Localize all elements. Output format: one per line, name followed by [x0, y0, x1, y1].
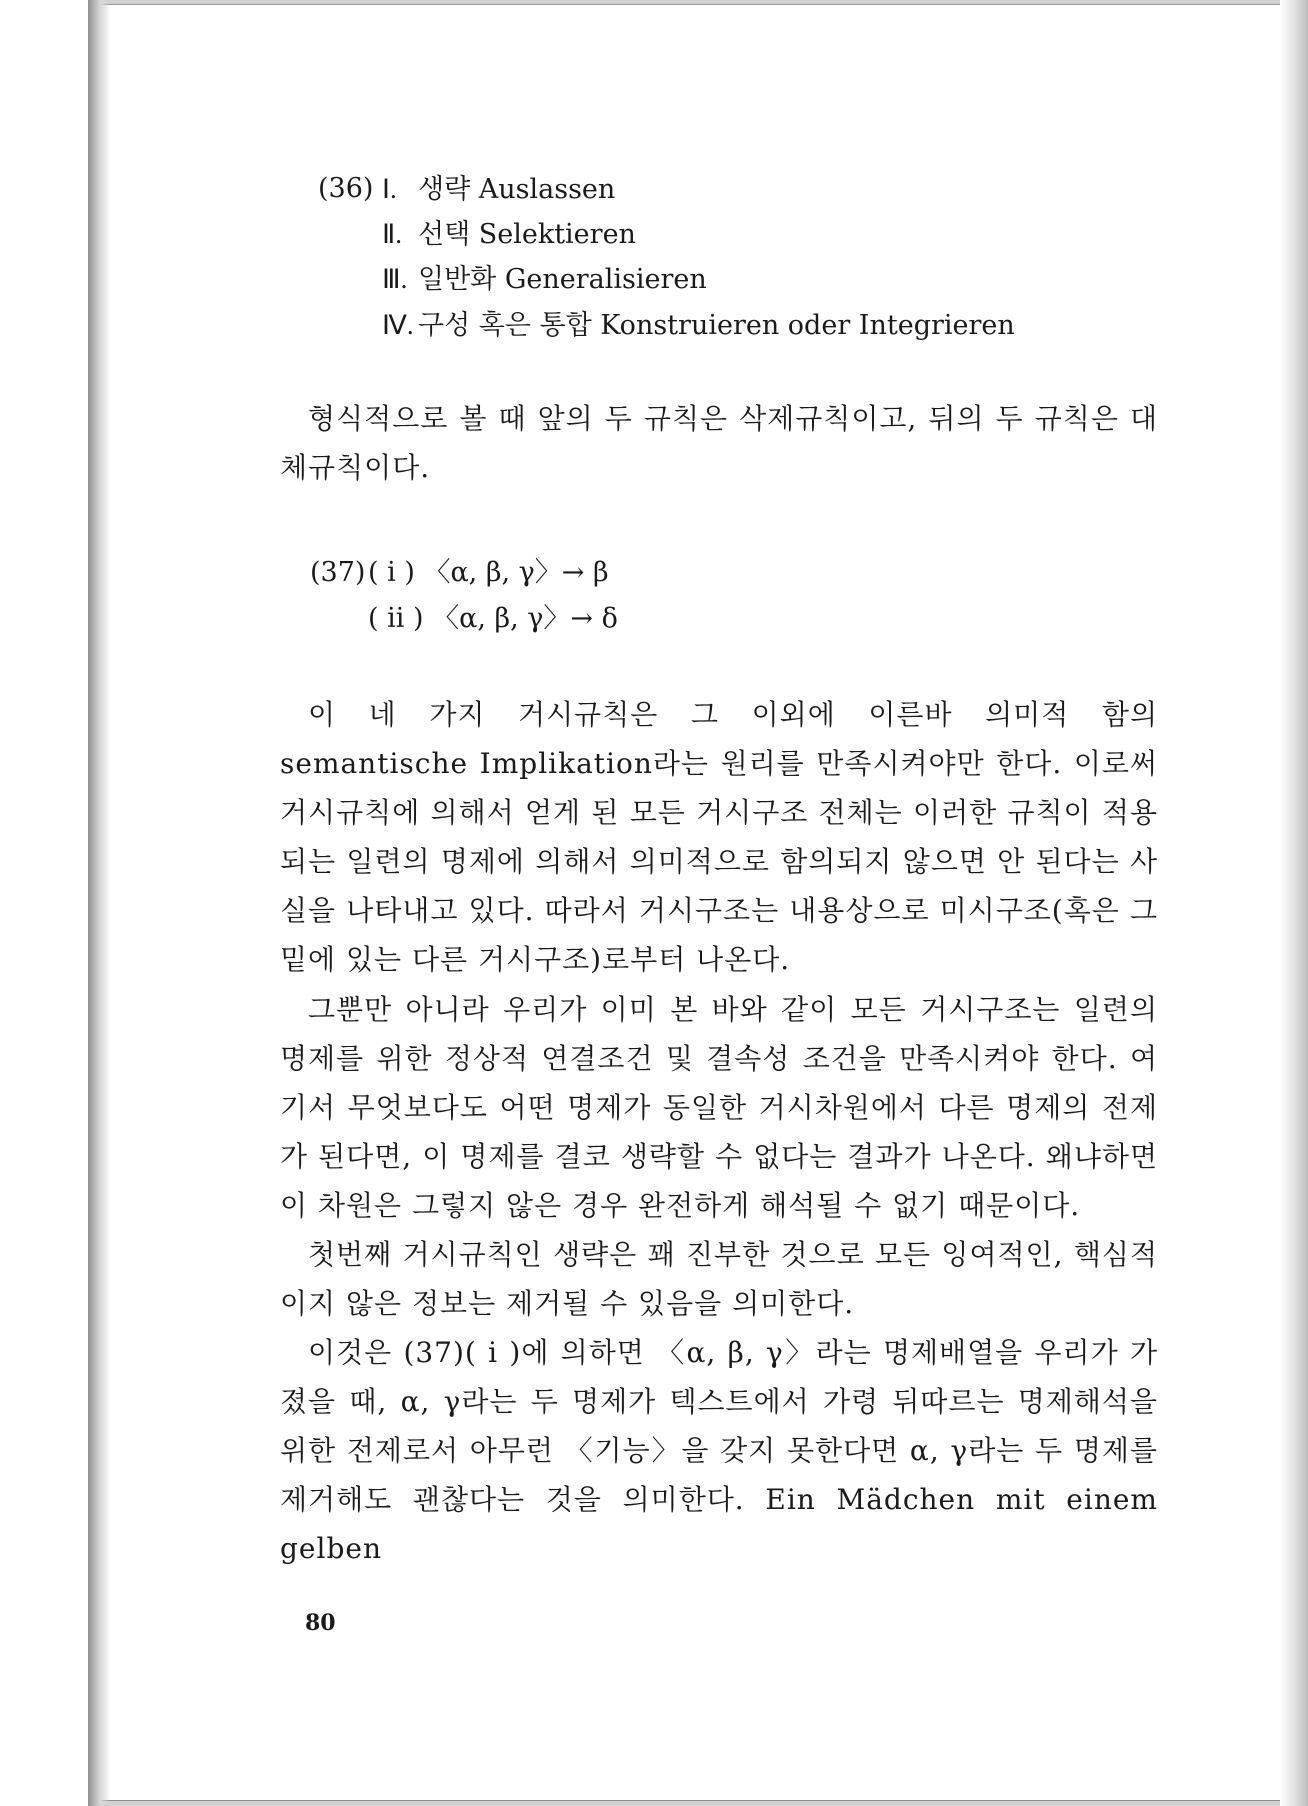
- paragraph-2: 이 네 가지 거시규칙은 그 이외에 이른바 의미적 함의 semantische Implikation라는 원리를 만족시켜야만 한다. 이로써 거시규칙에 의해서 얻게 된 모든 거시구조 전체는 이러한 규칙이 적용되는 일련의 명제에 의해서 의미적으로 함의되지 않으면 안 된다는 사실을 나타내고 있다. 따라서 거시구조는 내용상으로 미시구조(혹은 그 밑에 있는 다른 거시구조)로부터 나온다.: [280, 698, 1158, 976]
- example36-numeral: Ⅳ.: [382, 310, 414, 340]
- example36-item-text: 구성 혹은 통합 Konstruieren oder Integrieren: [418, 310, 1015, 341]
- example37-number: (37): [310, 557, 366, 588]
- example37-formula-2: ( ii ) 〈α, β, γ〉→ δ: [368, 603, 618, 634]
- example36-numeral: Ⅱ.: [382, 219, 403, 249]
- example36-numeral: Ⅲ.: [382, 264, 408, 294]
- paragraph-3: 그뿐만 아니라 우리가 이미 본 바와 같이 모든 거시구조는 일련의 명제를 위한 정상적 연결조건 및 결속성 조건을 만족시켜야 한다. 여기서 무엇보다도 어떤 명제가 동일한 거시차원에서 다른 명제의 전제가 된다면, 이 명제를 결코 생략할 수 없다는 결과가 나온다. 왜냐하면 이 차원은 그렇지 않은 경우 완전하게 해석될 수 없기 때문이다.: [280, 993, 1158, 1222]
- example36-number: (36): [318, 173, 374, 204]
- page-number: 80: [305, 1610, 336, 1636]
- example37-formula-1: ( i ) 〈α, β, γ〉→ β: [368, 557, 609, 588]
- example36-numeral: Ⅰ.: [382, 174, 397, 204]
- paragraph-5: 이것은 (37)( i )에 의하면 〈α, β, γ〉라는 명제배열을 우리가 가졌을 때, α, γ라는 두 명제가 텍스트에서 가령 뒤따르는 명제해석을 위한 전제로서 아무런 〈기능〉을 갖지 못한다면 α, γ라는 두 명제를 제거해도 괜찮다는 것을 의미한다. Ein Mädchen mit einem gelben: [280, 1336, 1158, 1565]
- paragraph-1: 형식적으로 볼 때 앞의 두 규칙은 삭제규칙이고, 뒤의 두 규칙은 대체규칙이다.: [280, 402, 1158, 484]
- example36-item-text: 일반화 Generalisieren: [418, 264, 707, 295]
- example36-item-text: 생략 Auslassen: [418, 174, 616, 205]
- example36-item-text: 선택 Selektieren: [418, 219, 636, 250]
- paragraph-4: 첫번째 거시규칙인 생략은 꽤 진부한 것으로 모든 잉여적인, 핵심적이지 않은 정보는 제거될 수 있음을 의미한다.: [280, 1238, 1158, 1320]
